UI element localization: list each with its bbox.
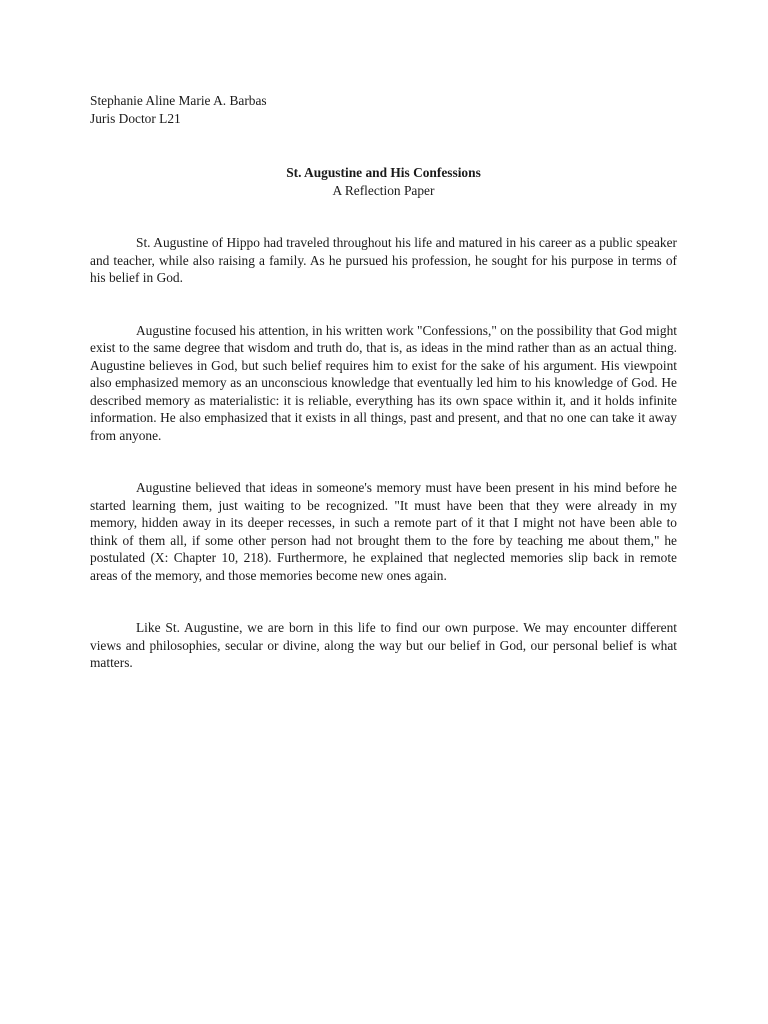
- document-subtitle: A Reflection Paper: [332, 183, 435, 198]
- paragraph-2: Augustine focused his attention, in his written work "Confessions," on the possibility that God might exist to the same degree that wisdom and truth do, that is, as ideas in the mind rather than as an actual thing. Augustine believes in God, but such belief requires him to exist for the sake of his argument. His viewpoint also emphasized memory as an unconscious knowledge that eventually led him to his knowledge of God. He described memory as materialistic: it is reliable, everything has its own space within it, and it holds infinite information. He also emphasized that it exists in all things, past and present, and that no one can take it away from anyone.: [90, 322, 677, 443]
- author-name: Stephanie Aline Marie A. Barbas: [90, 93, 267, 108]
- document-page: [90, 92, 677, 672]
- paragraph-3: Augustine believed that ideas in someone's memory must have been present in his mind before he started learning them, just waiting to be recognized. "It must have been that they were already in my memory, hidden away in its deeper recesses, in such a remote part of it that I might not have been able to think of them all, if some other person had not brought them to the fore by teaching me about them," he postulated (X: Chapter 10, 218). Furthermore, he explained that neglected memories slip back in remote areas of the memory, and those memories become new ones again.: [90, 480, 677, 583]
- document-body: [90, 234, 677, 672]
- title-block: [90, 164, 677, 200]
- document-title: St. Augustine and His Confessions: [286, 165, 481, 180]
- program-name: Juris Doctor L21: [90, 111, 181, 126]
- author-block: [90, 92, 677, 128]
- paragraph-4: Like St. Augustine, we are born in this life to find our own purpose. We may encounter different views and philosophies, secular or divine, along the way but our belief in God, our personal belief is what matters.: [90, 620, 677, 670]
- paragraph-1: St. Augustine of Hippo had traveled throughout his life and matured in his career as a public speaker and teacher, while also raising a family. As he pursued his profession, he sought for his purpose in terms of his belief in God.: [90, 235, 677, 285]
